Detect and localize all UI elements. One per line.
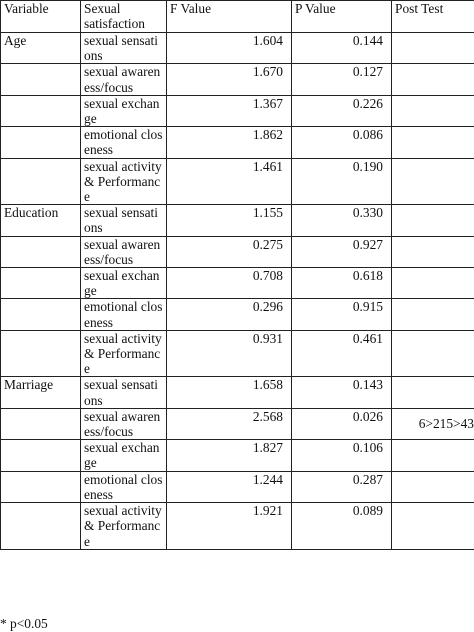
table-row (1, 95, 474, 126)
header-sexual-satisfaction: Sexual satisfaction (81, 1, 167, 33)
satisfaction-cell: sexual sensations (81, 205, 167, 236)
p-value-cell: 0.927 (292, 236, 392, 267)
satisfaction-cell: sexual awareness/focus (81, 408, 167, 439)
f-value-cell: 0.296 (167, 299, 292, 330)
variable-cell (1, 268, 81, 299)
p-value-cell: 0.144 (292, 33, 392, 64)
variable-cell (1, 236, 81, 267)
post-test-cell (392, 377, 474, 408)
p-value-cell: 0.190 (292, 158, 392, 205)
f-value-cell: 1.244 (167, 471, 292, 502)
variable-cell (1, 471, 81, 502)
table-row (1, 408, 474, 439)
post-test-cell (392, 236, 474, 267)
p-value-cell: 0.461 (292, 330, 392, 377)
f-value-cell: 0.708 (167, 268, 292, 299)
satisfaction-cell: emotional closeness (81, 299, 167, 330)
table-row (1, 33, 474, 64)
header-post-test: Post Test (392, 1, 474, 33)
p-value-cell: 0.287 (292, 471, 392, 502)
satisfaction-cell: sexual sensations (81, 33, 167, 64)
post-test-cell (392, 95, 474, 126)
variable-cell (1, 440, 81, 471)
p-value-cell: 0.089 (292, 503, 392, 550)
f-value-cell: 1.827 (167, 440, 292, 471)
header-variable: Variable (1, 1, 81, 33)
variable-cell (1, 158, 81, 205)
post-test-cell (392, 205, 474, 236)
post-test-cell (392, 158, 474, 205)
table-row (1, 377, 474, 408)
table-row (1, 205, 474, 236)
variable-cell (1, 408, 81, 439)
post-test-cell: 6>215>43 (392, 408, 474, 439)
variable-cell (1, 299, 81, 330)
f-value-cell: 0.931 (167, 330, 292, 377)
variable-cell (1, 503, 81, 550)
table-row (1, 299, 474, 330)
f-value-cell: 1.604 (167, 33, 292, 64)
table-header-row (1, 1, 474, 33)
p-value-cell: 0.618 (292, 268, 392, 299)
p-value-cell: 0.127 (292, 64, 392, 95)
footnote: * p<0.05 (0, 616, 48, 631)
satisfaction-cell: sexual exchange (81, 440, 167, 471)
variable-cell: Marriage (1, 377, 81, 408)
p-value-cell: 0.226 (292, 95, 392, 126)
f-value-cell: 1.367 (167, 95, 292, 126)
post-test-cell (392, 299, 474, 330)
satisfaction-cell: sexual sensations (81, 377, 167, 408)
table-row (1, 471, 474, 502)
f-value-cell: 0.275 (167, 236, 292, 267)
table-row (1, 127, 474, 158)
table-row (1, 158, 474, 205)
variable-cell (1, 64, 81, 95)
p-value-cell: 0.915 (292, 299, 392, 330)
post-test-cell (392, 268, 474, 299)
f-value-cell: 2.568 (167, 408, 292, 439)
variable-cell: Age (1, 33, 81, 64)
satisfaction-cell: emotional closeness (81, 471, 167, 502)
satisfaction-cell: sexual awareness/focus (81, 236, 167, 267)
variable-cell (1, 330, 81, 377)
table-row (1, 236, 474, 267)
f-value-cell: 1.658 (167, 377, 292, 408)
table-row (1, 268, 474, 299)
satisfaction-cell: sexual awareness/focus (81, 64, 167, 95)
post-test-cell (392, 330, 474, 377)
table-row (1, 440, 474, 471)
satisfaction-cell: sexual activity & Performance (81, 158, 167, 205)
table-body (1, 33, 474, 550)
table-row (1, 64, 474, 95)
post-test-cell (392, 503, 474, 550)
post-test-cell (392, 471, 474, 502)
header-f-value: F Value (167, 1, 292, 33)
table-row (1, 330, 474, 377)
satisfaction-cell: sexual activity & Performance (81, 330, 167, 377)
f-value-cell: 1.155 (167, 205, 292, 236)
variable-cell (1, 127, 81, 158)
satisfaction-cell: sexual exchange (81, 95, 167, 126)
p-value-cell: 0.143 (292, 377, 392, 408)
satisfaction-cell: emotional closeness (81, 127, 167, 158)
post-test-cell (392, 440, 474, 471)
header-p-value: P Value (292, 1, 392, 33)
f-value-cell: 1.670 (167, 64, 292, 95)
variable-cell: Education (1, 205, 81, 236)
f-value-cell: 1.461 (167, 158, 292, 205)
post-test-cell (392, 64, 474, 95)
variable-cell (1, 95, 81, 126)
satisfaction-cell: sexual exchange (81, 268, 167, 299)
post-test-cell (392, 33, 474, 64)
post-test-cell (392, 127, 474, 158)
f-value-cell: 1.921 (167, 503, 292, 550)
p-value-cell: 0.106 (292, 440, 392, 471)
f-value-cell: 1.862 (167, 127, 292, 158)
p-value-cell: 0.330 (292, 205, 392, 236)
p-value-cell: 0.026 (292, 408, 392, 439)
p-value-cell: 0.086 (292, 127, 392, 158)
table-row (1, 503, 474, 550)
satisfaction-cell: sexual activity & Performance (81, 503, 167, 550)
